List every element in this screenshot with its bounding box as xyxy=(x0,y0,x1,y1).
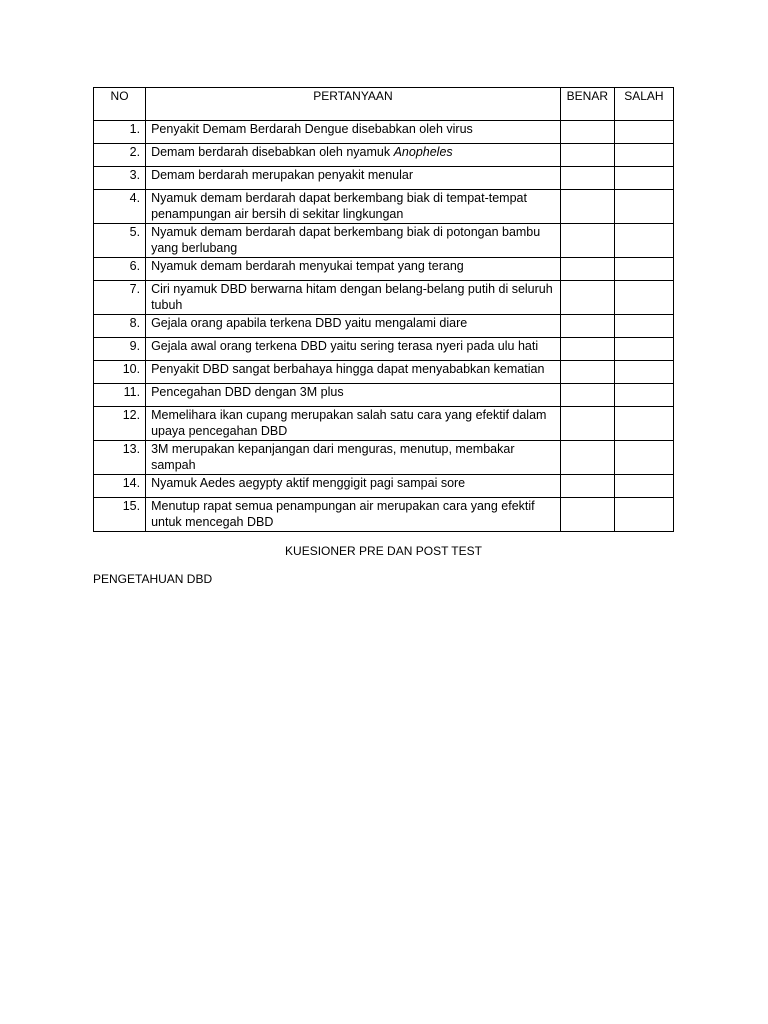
answer-false-cell[interactable] xyxy=(614,315,673,338)
question-number: 8. xyxy=(94,315,146,338)
answer-false-cell[interactable] xyxy=(614,190,673,224)
table-row xyxy=(94,475,674,498)
question-text xyxy=(146,167,561,190)
question-text-main: Demam berdarah disebabkan oleh nyamuk xyxy=(151,145,394,159)
answer-true-cell[interactable] xyxy=(560,281,614,315)
header-false: SALAH xyxy=(614,88,673,121)
header-no: NO xyxy=(94,88,146,121)
question-text-main: Pencegahan DBD dengan 3M plus xyxy=(151,385,344,399)
answer-true-cell[interactable] xyxy=(560,315,614,338)
question-text-main: Nyamuk demam berdarah menyukai tempat yang terang xyxy=(151,259,464,273)
table-row xyxy=(94,121,674,144)
table-row xyxy=(94,144,674,167)
answer-true-cell[interactable] xyxy=(560,498,614,532)
question-text-main: Memelihara ikan cupang merupakan salah satu cara yang efektif dalam upaya pencegahan DBD xyxy=(151,408,547,438)
answer-false-cell[interactable] xyxy=(614,498,673,532)
question-text xyxy=(146,498,561,532)
answer-false-cell[interactable] xyxy=(614,167,673,190)
answer-true-cell[interactable] xyxy=(560,224,614,258)
answer-false-cell[interactable] xyxy=(614,338,673,361)
answer-false-cell[interactable] xyxy=(614,258,673,281)
question-number: 14. xyxy=(94,475,146,498)
question-number: 11. xyxy=(94,384,146,407)
question-text-main: Nyamuk demam berdarah dapat berkembang biak di potongan bambu yang berlubang xyxy=(151,225,541,255)
table-row xyxy=(94,167,674,190)
question-text xyxy=(146,281,561,315)
question-text-main: Ciri nyamuk DBD berwarna hitam dengan belang-belang putih di seluruh tubuh xyxy=(151,282,553,312)
answer-false-cell[interactable] xyxy=(614,281,673,315)
header-question: PERTANYAAN xyxy=(146,88,561,121)
question-text xyxy=(146,361,561,384)
question-text xyxy=(146,441,561,475)
answer-true-cell[interactable] xyxy=(560,144,614,167)
answer-true-cell[interactable] xyxy=(560,361,614,384)
table-row xyxy=(94,315,674,338)
question-text xyxy=(146,190,561,224)
answer-true-cell[interactable] xyxy=(560,384,614,407)
header-true: BENAR xyxy=(560,88,614,121)
question-number: 1. xyxy=(94,121,146,144)
table-caption: KUESIONER PRE DAN POST TEST xyxy=(285,544,482,558)
document-subtitle: PENGETAHUAN DBD xyxy=(93,572,213,586)
answer-false-cell[interactable] xyxy=(614,121,673,144)
question-text-main: Nyamuk demam berdarah dapat berkembang biak di tempat-tempat penampungan air bersih di sekitar lingkungan xyxy=(151,191,527,221)
table-row xyxy=(94,384,674,407)
question-text-main: 3M merupakan kepanjangan dari menguras, menutup, membakar sampah xyxy=(151,442,515,472)
question-text xyxy=(146,475,561,498)
answer-true-cell[interactable] xyxy=(560,121,614,144)
questionnaire-body xyxy=(94,121,674,532)
answer-false-cell[interactable] xyxy=(614,361,673,384)
table-row xyxy=(94,190,674,224)
question-number: 3. xyxy=(94,167,146,190)
question-text xyxy=(146,121,561,144)
answer-true-cell[interactable] xyxy=(560,338,614,361)
question-number: 13. xyxy=(94,441,146,475)
table-row xyxy=(94,441,674,475)
answer-false-cell[interactable] xyxy=(614,475,673,498)
answer-true-cell[interactable] xyxy=(560,475,614,498)
question-text xyxy=(146,407,561,441)
question-text xyxy=(146,144,561,167)
question-text xyxy=(146,258,561,281)
question-text-main: Demam berdarah merupakan penyakit menular xyxy=(151,168,414,182)
question-number: 6. xyxy=(94,258,146,281)
question-text xyxy=(146,384,561,407)
answer-false-cell[interactable] xyxy=(614,384,673,407)
answer-false-cell[interactable] xyxy=(614,407,673,441)
question-number: 15. xyxy=(94,498,146,532)
table-row xyxy=(94,224,674,258)
question-number: 9. xyxy=(94,338,146,361)
question-text-main: Penyakit DBD sangat berbahaya hingga dapat menyababkan kematian xyxy=(151,362,545,376)
table-row xyxy=(94,407,674,441)
answer-true-cell[interactable] xyxy=(560,441,614,475)
question-text xyxy=(146,315,561,338)
question-text-italic: Anopheles xyxy=(393,145,453,159)
questionnaire-table xyxy=(93,87,674,532)
answer-false-cell[interactable] xyxy=(614,224,673,258)
table-row xyxy=(94,361,674,384)
question-number: 4. xyxy=(94,190,146,224)
answer-true-cell[interactable] xyxy=(560,407,614,441)
question-number: 5. xyxy=(94,224,146,258)
question-text-main: Menutup rapat semua penampungan air merupakan cara yang efektif untuk mencegah DBD xyxy=(151,499,535,529)
table-row xyxy=(94,498,674,532)
answer-false-cell[interactable] xyxy=(614,144,673,167)
answer-true-cell[interactable] xyxy=(560,167,614,190)
table-row xyxy=(94,281,674,315)
question-number: 2. xyxy=(94,144,146,167)
question-text-main: Gejala awal orang terkena DBD yaitu sering terasa nyeri pada ulu hati xyxy=(151,339,539,353)
table-header-row xyxy=(94,88,674,121)
answer-true-cell[interactable] xyxy=(560,190,614,224)
question-number: 10. xyxy=(94,361,146,384)
table-row xyxy=(94,258,674,281)
question-text-main: Penyakit Demam Berdarah Dengue disebabkan oleh virus xyxy=(151,122,473,136)
question-number: 7. xyxy=(94,281,146,315)
table-row xyxy=(94,338,674,361)
question-text-main: Nyamuk Aedes aegypty aktif menggigit pagi sampai sore xyxy=(151,476,466,490)
question-number: 12. xyxy=(94,407,146,441)
question-text xyxy=(146,338,561,361)
question-text-main: Gejala orang apabila terkena DBD yaitu mengalami diare xyxy=(151,316,468,330)
question-text xyxy=(146,224,561,258)
answer-false-cell[interactable] xyxy=(614,441,673,475)
answer-true-cell[interactable] xyxy=(560,258,614,281)
